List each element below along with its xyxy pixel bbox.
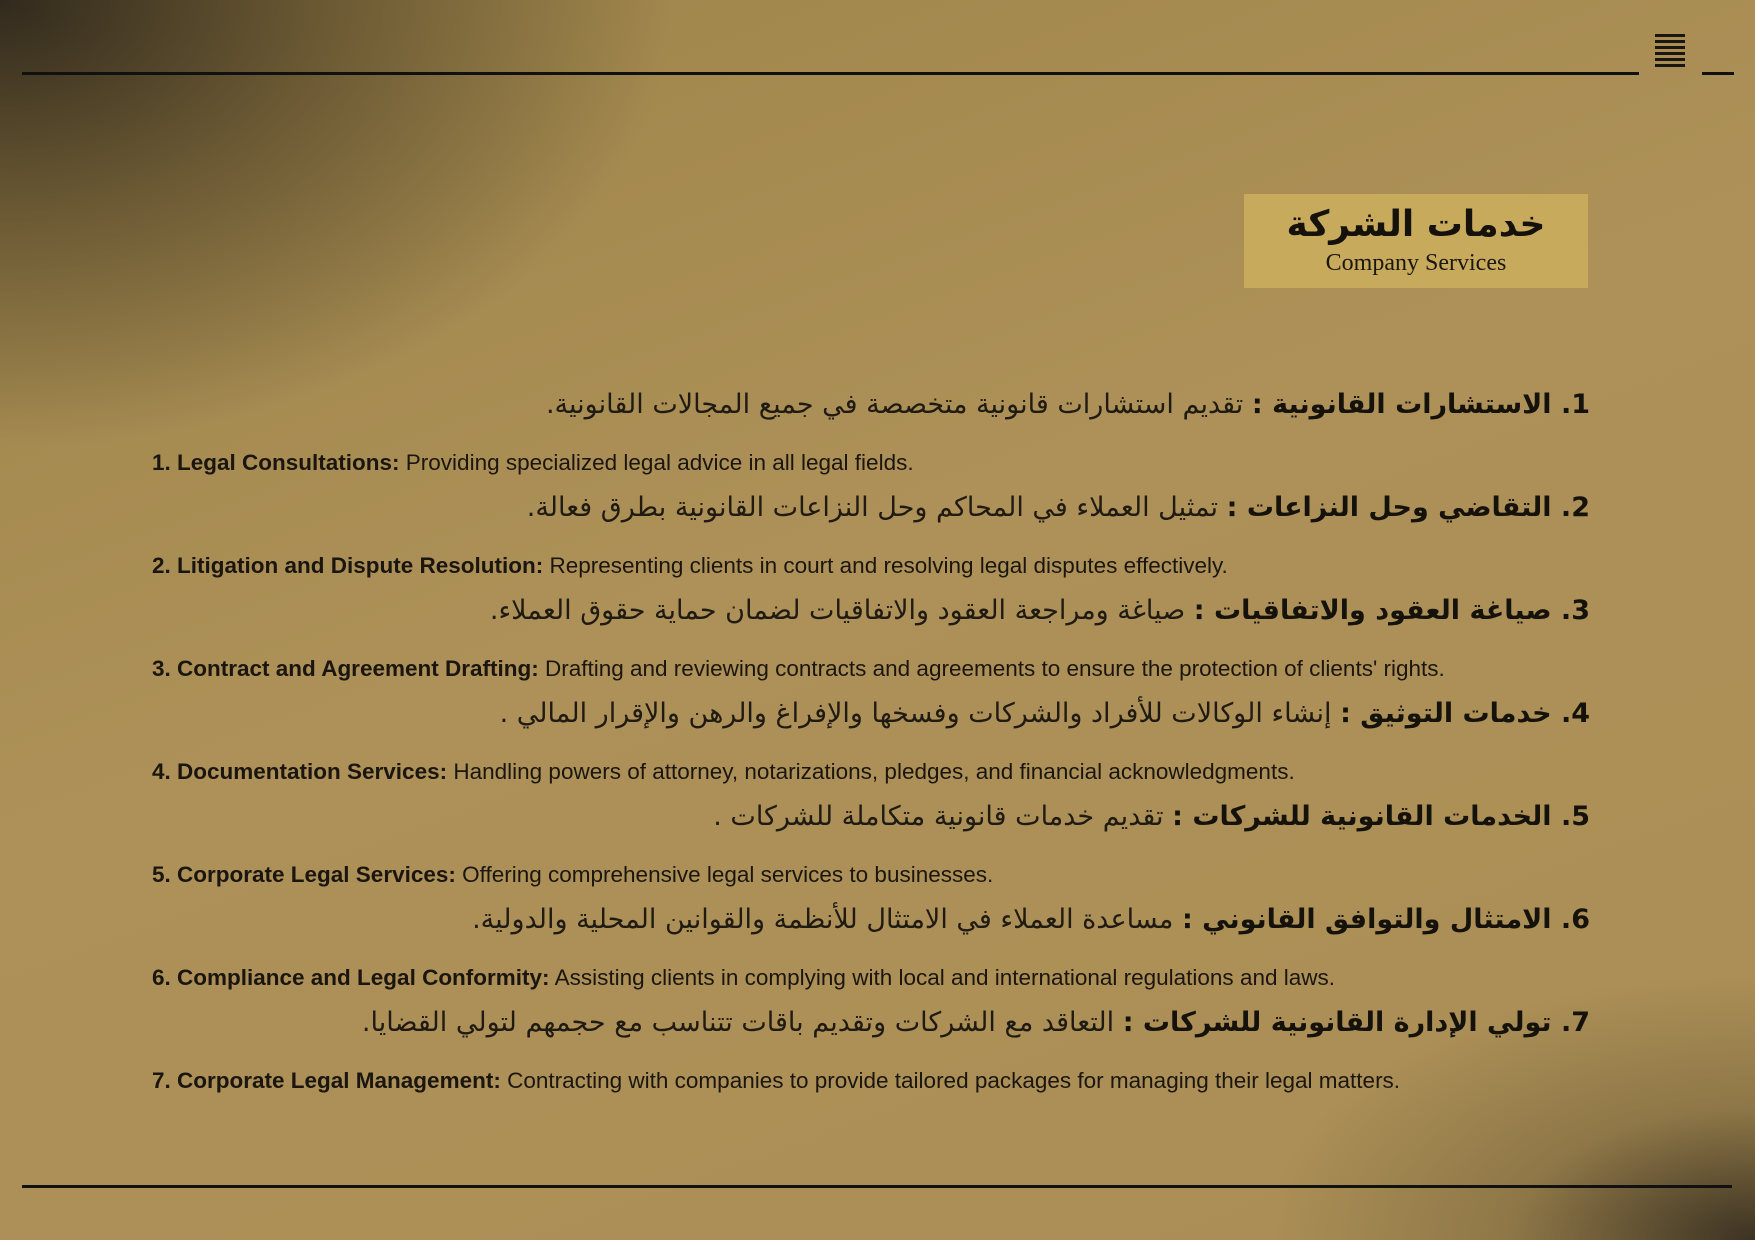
service-en-description: Providing specialized legal advice in all legal fields.: [405, 450, 914, 475]
page-title-english: Company Services: [1325, 250, 1507, 276]
service-en-heading: 6. Compliance and Legal Conformity:: [152, 965, 550, 990]
service-en-3: [152, 651, 1445, 687]
service-ar-description: التعاقد مع الشركات وتقديم باقات تتناسب مع حجمهم لتولي القضايا.: [361, 1007, 1115, 1038]
service-ar-1: [546, 380, 1590, 430]
service-ar-description: مساعدة العملاء في الامتثال للأنظمة والقوانين المحلية والدولية.: [472, 904, 1174, 935]
service-ar-description: صياغة ومراجعة العقود والاتفاقيات لضمان حماية حقوق العملاء.: [489, 595, 1186, 626]
top-divider: [22, 72, 1639, 75]
service-ar-description: تمثيل العملاء في المحاكم وحل النزاعات القانونية بطرق فعالة.: [526, 492, 1219, 523]
service-en-1: [152, 445, 914, 481]
service-en-heading: 7. Corporate Legal Management:: [152, 1068, 501, 1093]
service-en-heading: 4. Documentation Services:: [152, 759, 448, 784]
service-ar-description: تقديم خدمات قانونية متكاملة للشركات .: [713, 801, 1164, 832]
service-ar-3: [490, 586, 1590, 636]
bottom-divider: [22, 1185, 1732, 1188]
page-title-arabic: خدمات الشركة: [1286, 204, 1546, 245]
service-ar-heading: 3. صياغة العقود والاتفاقيات :: [1193, 595, 1590, 626]
service-ar-heading: 4. خدمات التوثيق :: [1340, 698, 1590, 729]
page-title-box: [1244, 194, 1588, 288]
service-en-6: [152, 960, 1335, 996]
service-ar-heading: 5. الخدمات القانونية للشركات :: [1172, 801, 1590, 832]
service-en-2: [152, 548, 1228, 584]
service-en-description: Representing clients in court and resolving legal disputes effectively.: [549, 553, 1228, 578]
service-ar-5: [713, 792, 1590, 842]
service-ar-heading: 6. الامتثال والتوافق القانوني :: [1181, 904, 1590, 935]
service-en-description: Contracting with companies to provide tailored packages for managing their legal matters.: [507, 1068, 1401, 1093]
service-ar-4: [500, 689, 1590, 739]
service-ar-description: تقديم استشارات قانونية متخصصة في جميع المجالات القانونية.: [545, 389, 1244, 420]
service-en-7: [152, 1063, 1400, 1099]
service-en-heading: 5. Corporate Legal Services:: [152, 862, 456, 887]
service-ar-2: [527, 483, 1590, 533]
service-ar-description: إنشاء الوكالات للأفراد والشركات وفسخها والإفراغ والرهن والإقرار المالي .: [499, 698, 1332, 729]
service-en-description: Offering comprehensive legal services to businesses.: [462, 862, 994, 887]
service-ar-6: [472, 895, 1590, 945]
service-en-heading: 2. Litigation and Dispute Resolution:: [152, 553, 544, 578]
service-en-heading: 1. Legal Consultations:: [152, 450, 400, 475]
service-en-description: Assisting clients in complying with local and international regulations and laws.: [554, 965, 1335, 990]
service-en-description: Handling powers of attorney, notarizations, pledges, and financial acknowledgments.: [453, 759, 1295, 784]
service-ar-heading: 1. الاستشارات القانونية :: [1251, 389, 1590, 420]
service-en-4: [152, 754, 1295, 790]
service-ar-heading: 7. تولي الإدارة القانونية للشركات :: [1122, 1007, 1590, 1038]
service-ar-heading: 2. التقاضي وحل النزاعات :: [1226, 492, 1590, 523]
top-divider-short: [1702, 72, 1734, 75]
service-ar-7: [362, 998, 1590, 1048]
service-en-heading: 3. Contract and Agreement Drafting:: [152, 656, 539, 681]
stacked-bars-logo-icon: [1655, 34, 1687, 76]
service-en-description: Drafting and reviewing contracts and agreements to ensure the protection of clients' rights.: [544, 656, 1445, 681]
service-en-5: [152, 857, 993, 893]
